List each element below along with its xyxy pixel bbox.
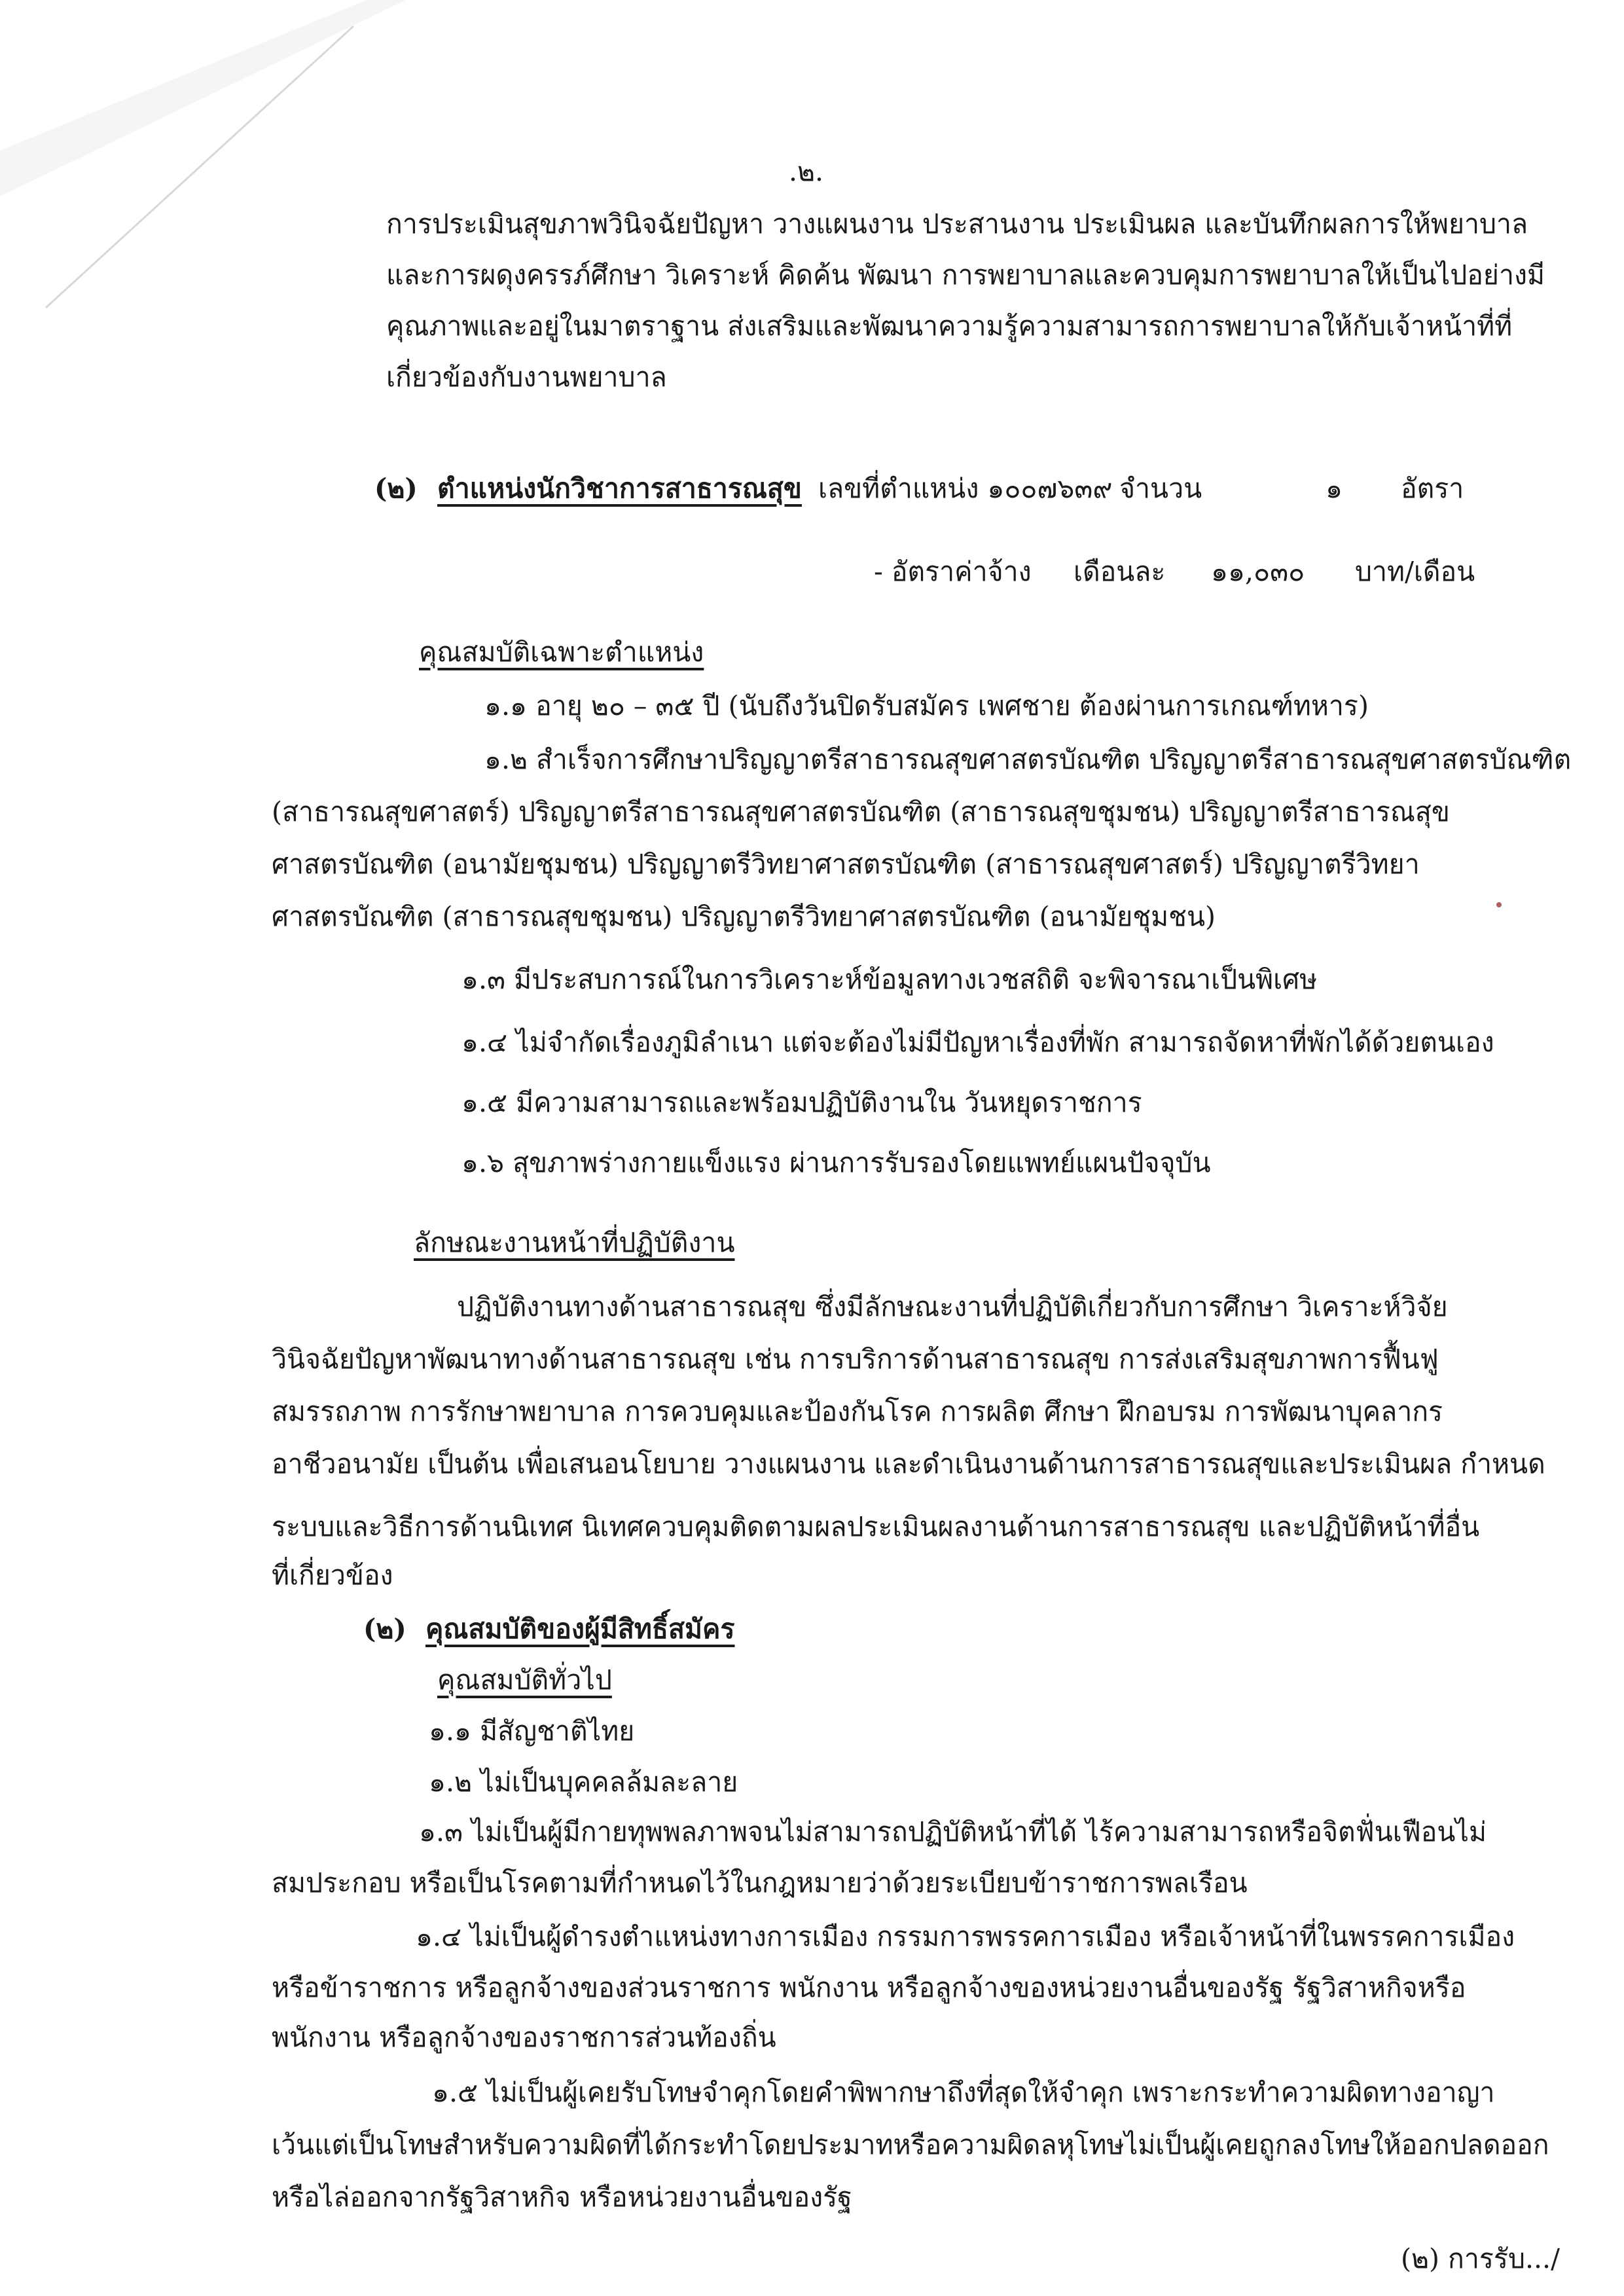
general-line: พนักงาน หรือลูกจ้างของราชการส่วนท้องถิ่น	[272, 2022, 776, 2053]
qualification-line: ศาสตรบัณฑิต (อนามัยชุมชน) ปริญญาตรีวิทยาศาสตรบัณฑิต (สาธารณสุขศาสตร์) ปริญญาตรีวิทยา	[272, 848, 1420, 880]
wage-label: - อัตราค่าจ้าง	[874, 556, 1032, 587]
intro-line: การประเมินสุขภาพวินิจฉัยปัญหา วางแผนงาน ประสานงาน ประเมินผล และบันทึกผลการให้พยาบาล	[386, 208, 1528, 240]
duties-heading: ลักษณะงานหน้าที่ปฏิบัติงาน	[414, 1227, 735, 1258]
general-line: หรือไล่ออกจากรัฐวิสาหกิจ หรือหน่วยงานอื่นของรัฐ	[272, 2181, 852, 2213]
position-count-unit: อัตรา	[1401, 473, 1464, 504]
general-line: สมประกอบ หรือเป็นโรคตามที่กำหนดไว้ในกฎหมายว่าด้วยระเบียบข้าราชการพลเรือน	[272, 1867, 1248, 1899]
position-count: ๑	[1326, 473, 1343, 504]
position-prefix: (๒)	[374, 473, 418, 504]
wage-period: เดือนละ	[1074, 556, 1166, 587]
general-qualifications-heading: คุณสมบัติทั่วไป	[437, 1664, 612, 1696]
page-footer: (๒) การรับ.../	[1401, 2243, 1560, 2274]
general-line: ๑.๑ มีสัญชาติไทย	[429, 1715, 635, 1747]
specific-qualifications-heading: คุณสมบัติเฉพาะตำแหน่ง	[419, 636, 704, 668]
qualification-line: ศาสตรบัณฑิต (สาธารณสุขชุมชน) ปริญญาตรีวิทยาศาสตรบัณฑิต (อนามัยชุมชน)	[272, 901, 1216, 932]
wage-amount: ๑๑,๐๓๐	[1211, 556, 1305, 587]
duties-line: ที่เกี่ยวข้อง	[272, 1559, 393, 1591]
qualification-line: ๑.๑ อายุ ๒๐ – ๓๕ ปี (นับถึงวันปิดรับสมัคร เพศชาย ต้องผ่านการเกณฑ์ทหาร)	[484, 690, 1369, 721]
wage-unit: บาท/เดือน	[1355, 556, 1475, 587]
qualification-line: (สาธารณสุขศาสตร์) ปริญญาตรีสาธารณสุขศาสตรบัณฑิต (สาธารณสุขชุมชน) ปริญญาตรีสาธารณสุข	[272, 796, 1450, 828]
position-title: ตำแหน่งนักวิชาการสาธารณสุข	[437, 473, 802, 504]
duties-line: วินิจฉัยปัญหาพัฒนาทางด้านสาธารณสุข เช่น การบริการด้านสาธารณสุข การส่งเสริมสุขภาพการฟื้นฟู	[272, 1343, 1439, 1375]
qualification-line: ๑.๖ สุขภาพร่างกายแข็งแรง ผ่านการรับรองโดยแพทย์แผนปัจจุบัน	[461, 1147, 1211, 1178]
applicant-heading: คุณสมบัติของผู้มีสิทธิ์สมัคร	[425, 1613, 735, 1645]
general-line: หรือข้าราชการ หรือลูกจ้างของส่วนราชการ พนักงาน หรือลูกจ้างของหน่วยงานอื่นของรัฐ รัฐวิสาหกิจหรือ	[272, 1972, 1466, 2003]
general-line: ๑.๕ ไม่เป็นผู้เคยรับโทษจำคุกโดยคำพิพากษาถึงที่สุดให้จำคุก เพราะกระทำความผิดทางอาญา	[432, 2077, 1495, 2108]
qualification-line: ๑.๒ สำเร็จการศึกษาปริญญาตรีสาธารณสุขศาสตรบัณฑิต ปริญญาตรีสาธารณสุขศาสตรบัณฑิต	[484, 744, 1572, 775]
intro-line: คุณภาพและอยู่ในมาตราฐาน ส่งเสริมและพัฒนาความรู้ความสามารถการพยาบาลให้กับเจ้าหน้าที่ที่	[386, 310, 1513, 342]
position-number: เลขที่ตำแหน่ง ๑๐๐๗๖๓๙	[818, 473, 1113, 504]
applicant-prefix: (๒)	[363, 1613, 406, 1645]
page-number: .๒.	[789, 156, 824, 187]
general-line: เว้นแต่เป็นโทษสำหรับความผิดที่ได้กระทำโดยประมาทหรือความผิดลหุโทษไม่เป็นผู้เคยถูกลงโทษให้ออกปลดออก	[272, 2129, 1549, 2160]
general-line: ๑.๒ ไม่เป็นบุคคลล้มละลาย	[429, 1766, 738, 1798]
duties-line: ระบบและวิธีการด้านนิเทศ นิเทศควบคุมติดตามผลประเมินผลงานด้านการสาธารณสุข และปฏิบัติหน้าที่อื่น	[272, 1511, 1480, 1542]
general-line: ๑.๔ ไม่เป็นผู้ดำรงตำแหน่งทางการเมือง กรรมการพรรคการเมือง หรือเจ้าหน้าที่ในพรรคการเมือง	[416, 1921, 1515, 1952]
position-count-label: จำนวน	[1119, 473, 1202, 504]
qualification-line: ๑.๓ มีประสบการณ์ในการวิเคราะห์ข้อมูลทางเวชสถิติ จะพิจารณาเป็นพิเศษ	[461, 964, 1318, 995]
qualification-line: ๑.๕ มีความสามารถและพร้อมปฏิบัติงานใน วันหยุดราชการ	[461, 1087, 1142, 1118]
general-line: ๑.๓ ไม่เป็นผู้มีกายทุพพลภาพจนไม่สามารถปฏิบัติหน้าที่ได้ ไร้ความสามารถหรือจิตฟั่นเฟือนไม่	[419, 1816, 1487, 1848]
duties-line: สมรรถภาพ การรักษาพยาบาล การควบคุมและป้องกันโรค การผลิต ศึกษา ฝึกอบรม การพัฒนาบุคลากร	[272, 1396, 1443, 1427]
intro-line: และการผดุงครรภ์ศึกษา วิเคราะห์ คิดค้น พัฒนา การพยาบาลและควบคุมการพยาบาลให้เป็นไปอย่างมี	[386, 259, 1545, 291]
intro-line: เกี่ยวข้องกับงานพยาบาล	[386, 361, 667, 393]
qualification-line: ๑.๔ ไม่จำกัดเรื่องภูมิลำเนา แต่จะต้องไม่มีปัญหาเรื่องที่พัก สามารถจัดหาที่พักได้ด้วยตนเอง	[461, 1027, 1494, 1058]
duties-line: ปฏิบัติงานทางด้านสาธารณสุข ซึ่งมีลักษณะงานที่ปฏิบัติเกี่ยวกับการศึกษา วิเคราะห์วิจัย	[457, 1291, 1448, 1322]
duties-line: อาชีวอนามัย เป็นต้น เพื่อเสนอนโยบาย วางแผนงาน และดำเนินงานด้านการสาธารณสุขและประเมินผล กำหนด	[272, 1448, 1545, 1480]
